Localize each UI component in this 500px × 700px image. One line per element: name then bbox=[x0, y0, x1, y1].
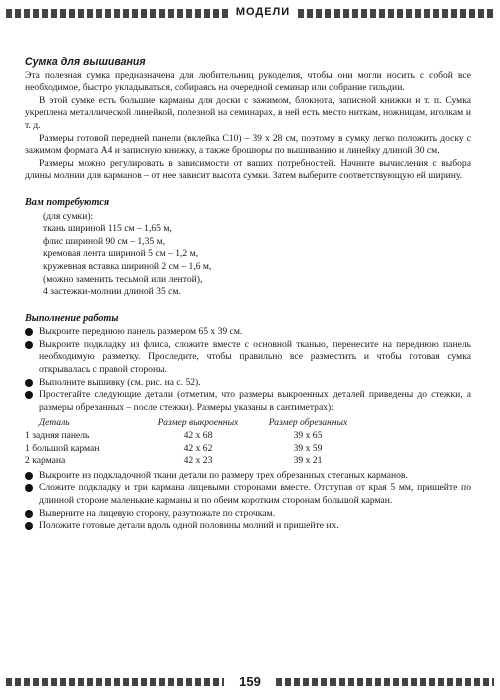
table-cell: 42 х 23 bbox=[183, 455, 213, 467]
table-header: Размер обрезанных bbox=[268, 417, 348, 429]
material-item: кружевная вставка шириной 2 см – 1,6 м, bbox=[43, 260, 212, 272]
material-item: кремовая лента шириной 5 см – 1,2 м, bbox=[43, 248, 199, 260]
ornament-right bbox=[298, 9, 494, 18]
table-header: Деталь bbox=[39, 417, 70, 429]
step-item: Выверните на лицевую сторону, разутюжьте по строчкам. bbox=[25, 508, 471, 521]
step-item: Простегайте следующие детали (отметим, что размеры выкроенных деталей приведены до стежки, а размеры обрезанных – после стежки). Размеры указаны в сантиметрах): bbox=[25, 389, 471, 414]
sizes-table bbox=[25, 417, 363, 467]
material-item: ткань шириной 115 см – 1,65 м, bbox=[43, 223, 172, 235]
table-cell: 42 х 62 bbox=[183, 442, 213, 454]
table-cell: 2 кармана bbox=[25, 455, 66, 467]
intro-paragraph: Эта полезная сумка предназначена для любительниц рукоделия, чтобы они могли носить с собой все необходимое, быстро укладываться, собираясь на очередной семинар или собрание гильдии. bbox=[25, 69, 471, 94]
material-item: (для сумки): bbox=[43, 210, 94, 222]
table-cell: 42 х 68 bbox=[183, 430, 213, 442]
step-item: Сложите подкладку и три кармана лицевыми сторонами вместе. Отступая от края 5 мм, пришейте по длинной стороне маленькие карманы и по обеим коротким сторонам большой карман. bbox=[25, 482, 471, 507]
table-cell: 1 задняя панель bbox=[25, 430, 90, 442]
material-item: (можно заменить тесьмой или лентой), bbox=[43, 273, 203, 285]
page-footer bbox=[6, 674, 494, 690]
ornament-right bbox=[276, 678, 494, 686]
step-item: Выкроите подкладку из флиса, сложите вместе с основной тканью, перенесите на переднюю панель необходимую разметку. Проследите, чтобы правильно все разместить и чтобы готовая сумка открывалась с правой стороны. bbox=[25, 339, 471, 377]
table-cell: 39 х 59 bbox=[293, 442, 323, 454]
steps-heading: Выполнение работы bbox=[25, 312, 119, 324]
material-item: флис шириной 90 см – 1,35 м, bbox=[43, 235, 166, 247]
table-row bbox=[25, 430, 363, 443]
table-cell: 39 х 21 bbox=[293, 455, 323, 467]
intro-paragraph: В этой сумке есть большие карманы для доски с зажимом, блокнота, записной книжки и т. п. Сумка укреплена металлической линейкой, полезной на семинарах, в ней есть место ниткам, ножницам, иголкам и т. д. bbox=[25, 94, 471, 131]
intro-paragraph: Размеры готовой передней панели (вклейка С10) – 39 х 28 см, поэтому в сумку легко положить доску с зажимом формата А4 и записную книжку, а также брошюры по вышиванию и линейку длиной 30 см. bbox=[25, 132, 471, 157]
step-item: Выполните вышивку (см. рис. на с. 52). bbox=[25, 377, 471, 390]
materials-heading: Вам потребуются bbox=[25, 196, 110, 208]
step-item: Выкроите из подкладочной ткани детали по размеру трех обрезанных стеганых карманов. bbox=[25, 470, 471, 483]
table-cell: 1 большой карман bbox=[25, 442, 100, 454]
table-cell: 39 х 65 bbox=[293, 430, 323, 442]
table-row bbox=[25, 443, 363, 456]
article bbox=[25, 56, 471, 533]
article-title: Сумка для вышивания bbox=[25, 56, 146, 68]
page-header bbox=[6, 6, 494, 22]
step-item: Положите готовые детали вдоль одной половины молний и пришейте их. bbox=[25, 520, 471, 533]
material-item: 4 застежки-молнии длиной 35 см. bbox=[43, 286, 181, 298]
materials-list bbox=[43, 211, 471, 299]
table-header: Размер выкроенных bbox=[157, 417, 239, 429]
page-number: 159 bbox=[239, 674, 261, 689]
table-header-row bbox=[25, 417, 363, 430]
step-item: Выкроите переднюю панель размером 65 х 39 см. bbox=[25, 326, 471, 339]
ornament-left bbox=[6, 678, 224, 686]
table-row bbox=[25, 455, 363, 468]
intro-paragraph: Размеры можно регулировать в зависимости от ваших потребностей. Начните вычисления с выбора длины молнии для карманов – от нее зависит высота сумки. Затем выберите соответствующую ей ширину. bbox=[25, 157, 471, 182]
ornament-left bbox=[6, 9, 228, 18]
section-label: МОДЕЛИ bbox=[235, 6, 291, 18]
